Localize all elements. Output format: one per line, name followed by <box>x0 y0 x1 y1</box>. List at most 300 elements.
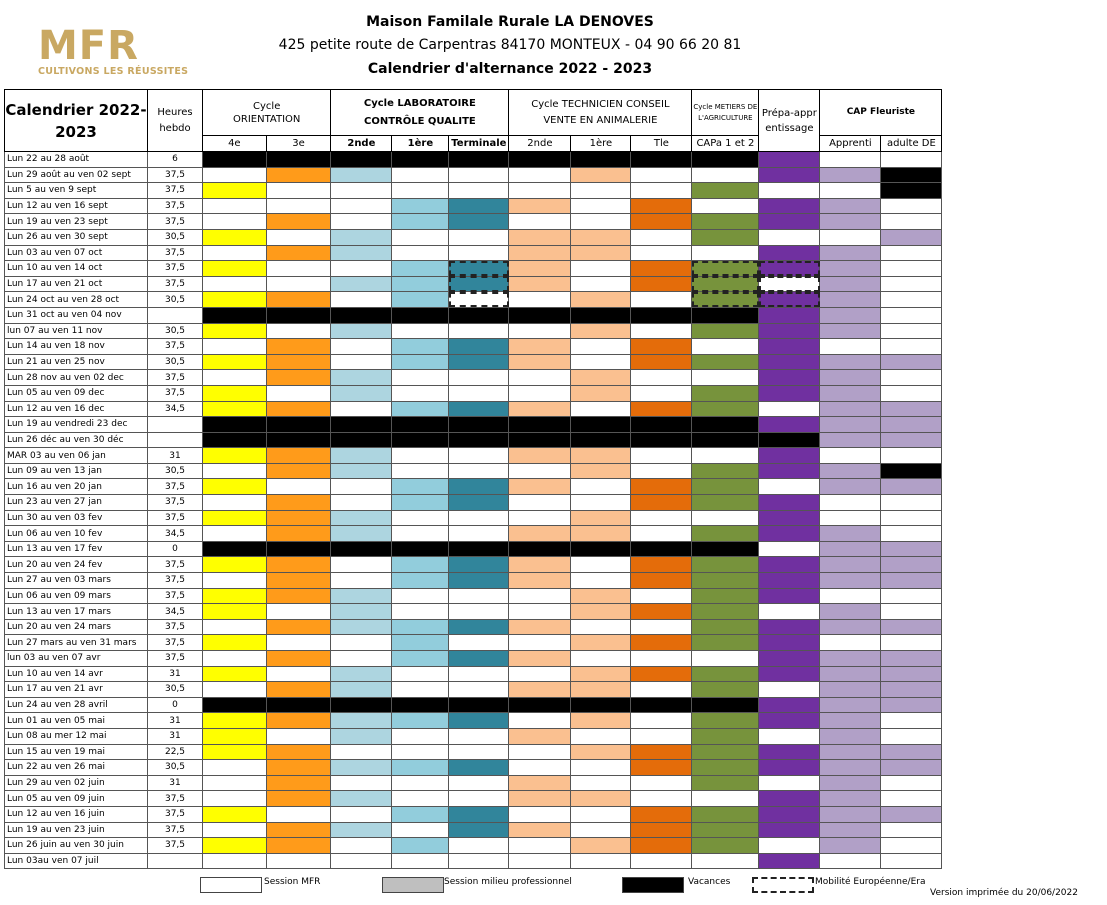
week-label: Lun 14 au ven 18 nov <box>5 339 148 355</box>
session-cell <box>509 495 571 511</box>
session-cell <box>759 775 820 791</box>
session-cell <box>509 354 571 370</box>
week-hours: 37,5 <box>148 557 203 573</box>
week-row <box>5 697 942 713</box>
session-cell <box>509 541 571 557</box>
week-row <box>5 557 942 573</box>
session-cell <box>759 697 820 713</box>
session-cell <box>331 822 392 838</box>
session-cell <box>203 806 267 822</box>
group-laboratoire: Cycle LABORATOIRE CONTRÔLE QUALITE <box>331 90 509 136</box>
session-cell <box>631 167 692 183</box>
session-cell <box>692 261 759 277</box>
session-cell <box>881 728 942 744</box>
session-cell <box>509 666 571 682</box>
session-cell <box>692 370 759 386</box>
week-hours: 37,5 <box>148 245 203 261</box>
week-row <box>5 448 942 464</box>
session-cell <box>881 245 942 261</box>
session-cell <box>331 354 392 370</box>
session-cell <box>449 651 509 667</box>
session-cell <box>392 838 449 854</box>
session-cell <box>881 635 942 651</box>
session-cell <box>631 307 692 323</box>
session-cell <box>266 339 331 355</box>
session-cell <box>449 728 509 744</box>
session-cell <box>331 198 392 214</box>
session-cell <box>571 744 631 760</box>
session-cell <box>692 697 759 713</box>
session-cell <box>759 619 820 635</box>
sub-capa: CAPa 1 et 2 <box>692 136 759 152</box>
session-cell <box>881 666 942 682</box>
week-label: Lun 17 au ven 21 avr <box>5 682 148 698</box>
session-cell <box>820 728 881 744</box>
session-cell <box>571 853 631 869</box>
session-cell <box>571 806 631 822</box>
session-cell <box>203 573 267 589</box>
session-cell <box>331 183 392 199</box>
session-cell <box>759 307 820 323</box>
session-cell <box>881 573 942 589</box>
session-cell <box>571 728 631 744</box>
mfr-logo <box>38 23 189 78</box>
session-cell <box>509 339 571 355</box>
group-animalerie: Cycle TECHNICIEN CONSEIL VENTE EN ANIMALERIE <box>509 90 692 136</box>
session-cell <box>631 853 692 869</box>
session-cell <box>449 432 509 448</box>
session-cell <box>820 760 881 776</box>
session-cell <box>509 728 571 744</box>
session-cell <box>631 432 692 448</box>
session-cell <box>331 682 392 698</box>
session-cell <box>266 604 331 620</box>
session-cell <box>449 354 509 370</box>
session-cell <box>266 167 331 183</box>
week-row <box>5 588 942 604</box>
week-hours: 0 <box>148 541 203 557</box>
week-row <box>5 245 942 261</box>
session-cell <box>392 417 449 433</box>
session-cell <box>881 385 942 401</box>
session-cell <box>392 760 449 776</box>
sub-adulte-de: adulte DE <box>881 136 942 152</box>
session-cell <box>449 370 509 386</box>
session-cell <box>449 152 509 168</box>
session-cell <box>881 697 942 713</box>
session-cell <box>392 635 449 651</box>
session-cell <box>692 775 759 791</box>
session-cell <box>881 339 942 355</box>
session-cell <box>203 526 267 542</box>
session-cell <box>692 760 759 776</box>
session-cell <box>509 838 571 854</box>
week-hours: 37,5 <box>148 791 203 807</box>
week-hours: 37,5 <box>148 339 203 355</box>
session-cell <box>759 417 820 433</box>
session-cell <box>571 666 631 682</box>
week-label: Lun 31 oct au ven 04 nov <box>5 307 148 323</box>
session-cell <box>571 432 631 448</box>
session-cell <box>509 276 571 292</box>
session-cell <box>203 619 267 635</box>
session-cell <box>449 229 509 245</box>
session-cell <box>631 214 692 230</box>
session-cell <box>881 401 942 417</box>
session-cell <box>392 573 449 589</box>
session-cell <box>820 853 881 869</box>
session-cell <box>631 229 692 245</box>
week-hours: 37,5 <box>148 479 203 495</box>
week-row <box>5 354 942 370</box>
week-label: Lun 19 au vendredi 23 dec <box>5 417 148 433</box>
session-cell <box>266 682 331 698</box>
session-cell <box>266 526 331 542</box>
session-cell <box>266 385 331 401</box>
session-cell <box>881 214 942 230</box>
session-cell <box>631 806 692 822</box>
session-cell <box>820 541 881 557</box>
session-cell <box>820 448 881 464</box>
week-hours: 37,5 <box>148 276 203 292</box>
session-cell <box>449 183 509 199</box>
week-label: Lun 12 au ven 16 dec <box>5 401 148 417</box>
session-cell <box>759 791 820 807</box>
week-hours: 31 <box>148 728 203 744</box>
session-cell <box>571 183 631 199</box>
session-cell <box>759 229 820 245</box>
session-cell <box>571 323 631 339</box>
week-label: MAR 03 au ven 06 jan <box>5 448 148 464</box>
week-label: Lun 21 au ven 25 nov <box>5 354 148 370</box>
session-cell <box>631 339 692 355</box>
session-cell <box>759 853 820 869</box>
session-cell <box>203 728 267 744</box>
session-cell <box>631 463 692 479</box>
session-cell <box>509 557 571 573</box>
session-cell <box>631 557 692 573</box>
session-cell <box>631 760 692 776</box>
week-label: Lun 06 au ven 10 fev <box>5 526 148 542</box>
session-cell <box>266 370 331 386</box>
session-cell <box>881 370 942 386</box>
session-cell <box>509 370 571 386</box>
session-cell <box>820 183 881 199</box>
session-cell <box>571 588 631 604</box>
session-cell <box>392 152 449 168</box>
session-cell <box>331 292 392 308</box>
session-cell <box>392 697 449 713</box>
session-cell <box>571 573 631 589</box>
alternance-calendar-table <box>4 89 942 869</box>
week-row <box>5 791 942 807</box>
session-cell <box>266 728 331 744</box>
session-cell <box>203 541 267 557</box>
week-hours: 37,5 <box>148 370 203 386</box>
session-cell <box>631 635 692 651</box>
sub-apprenti: Apprenti <box>820 136 881 152</box>
session-cell <box>449 214 509 230</box>
session-cell <box>759 510 820 526</box>
session-cell <box>692 510 759 526</box>
session-cell <box>820 214 881 230</box>
session-cell <box>509 183 571 199</box>
session-cell <box>266 183 331 199</box>
week-hours <box>148 417 203 433</box>
session-cell <box>392 822 449 838</box>
session-cell <box>509 651 571 667</box>
week-label: Lun 12 au ven 16 sept <box>5 198 148 214</box>
session-cell <box>266 448 331 464</box>
session-cell <box>509 417 571 433</box>
session-cell <box>881 619 942 635</box>
session-cell <box>820 806 881 822</box>
session-cell <box>692 619 759 635</box>
session-cell <box>571 198 631 214</box>
session-cell <box>331 604 392 620</box>
session-cell <box>571 152 631 168</box>
session-cell <box>881 822 942 838</box>
session-cell <box>509 775 571 791</box>
session-cell <box>449 292 509 308</box>
session-cell <box>759 198 820 214</box>
session-cell <box>881 432 942 448</box>
session-cell <box>759 635 820 651</box>
session-cell <box>631 354 692 370</box>
session-cell <box>203 510 267 526</box>
week-label: Lun 12 au ven 16 juin <box>5 806 148 822</box>
session-cell <box>203 339 267 355</box>
session-cell <box>820 339 881 355</box>
week-row <box>5 526 942 542</box>
session-cell <box>820 510 881 526</box>
session-cell <box>509 167 571 183</box>
session-cell <box>759 822 820 838</box>
hours-header: Heures hebdo <box>148 90 203 152</box>
session-cell <box>692 401 759 417</box>
session-cell <box>203 354 267 370</box>
session-cell <box>881 791 942 807</box>
session-cell <box>571 838 631 854</box>
session-cell <box>571 339 631 355</box>
session-cell <box>571 495 631 511</box>
session-cell <box>820 495 881 511</box>
session-cell <box>331 307 392 323</box>
week-hours: 37,5 <box>148 619 203 635</box>
session-cell <box>203 682 267 698</box>
session-cell <box>820 261 881 277</box>
session-cell <box>509 245 571 261</box>
session-cell <box>692 323 759 339</box>
week-hours: 30,5 <box>148 760 203 776</box>
session-cell <box>392 682 449 698</box>
session-cell <box>631 604 692 620</box>
session-cell <box>331 651 392 667</box>
session-cell <box>881 152 942 168</box>
week-label: Lun 15 au ven 19 mai <box>5 744 148 760</box>
session-cell <box>331 775 392 791</box>
session-cell <box>266 510 331 526</box>
session-cell <box>881 744 942 760</box>
legend-swatch-session-pro <box>382 877 444 893</box>
session-cell <box>392 775 449 791</box>
session-cell <box>392 666 449 682</box>
session-cell <box>881 775 942 791</box>
session-cell <box>331 167 392 183</box>
session-cell <box>571 697 631 713</box>
session-cell <box>820 245 881 261</box>
week-hours: 37,5 <box>148 588 203 604</box>
session-cell <box>820 479 881 495</box>
week-row <box>5 573 942 589</box>
session-cell <box>331 463 392 479</box>
session-cell <box>759 167 820 183</box>
session-cell <box>266 541 331 557</box>
session-cell <box>203 261 267 277</box>
session-cell <box>881 588 942 604</box>
session-cell <box>631 152 692 168</box>
session-cell <box>881 806 942 822</box>
session-cell <box>692 245 759 261</box>
session-cell <box>266 853 331 869</box>
session-cell <box>759 806 820 822</box>
session-cell <box>759 541 820 557</box>
group-cap-fleuriste: CAP Fleuriste <box>820 90 942 136</box>
session-cell <box>203 744 267 760</box>
session-cell <box>692 229 759 245</box>
session-cell <box>820 292 881 308</box>
week-row <box>5 838 942 854</box>
session-cell <box>631 401 692 417</box>
session-cell <box>571 463 631 479</box>
session-cell <box>820 651 881 667</box>
session-cell <box>692 651 759 667</box>
session-cell <box>392 401 449 417</box>
session-cell <box>571 385 631 401</box>
week-row <box>5 385 942 401</box>
session-cell <box>631 697 692 713</box>
week-row <box>5 806 942 822</box>
session-cell <box>449 526 509 542</box>
session-cell <box>509 791 571 807</box>
session-cell <box>266 463 331 479</box>
session-cell <box>449 448 509 464</box>
session-cell <box>571 167 631 183</box>
session-cell <box>820 463 881 479</box>
session-cell <box>631 495 692 511</box>
session-cell <box>759 728 820 744</box>
session-cell <box>509 198 571 214</box>
week-hours: 37,5 <box>148 573 203 589</box>
session-cell <box>881 198 942 214</box>
sub-3e: 3e <box>266 136 331 152</box>
session-cell <box>759 495 820 511</box>
week-hours: 37,5 <box>148 198 203 214</box>
session-cell <box>392 292 449 308</box>
session-cell <box>449 822 509 838</box>
session-cell <box>331 152 392 168</box>
week-hours: 34,5 <box>148 604 203 620</box>
session-cell <box>509 822 571 838</box>
session-cell <box>881 463 942 479</box>
session-cell <box>692 588 759 604</box>
week-label: Lun 19 au ven 23 juin <box>5 822 148 838</box>
session-cell <box>820 619 881 635</box>
week-hours: 31 <box>148 448 203 464</box>
session-cell <box>203 479 267 495</box>
session-cell <box>631 541 692 557</box>
session-cell <box>820 635 881 651</box>
session-cell <box>509 697 571 713</box>
session-cell <box>571 401 631 417</box>
session-cell <box>759 682 820 698</box>
session-cell <box>571 261 631 277</box>
week-label: Lun 24 au ven 28 avril <box>5 697 148 713</box>
week-label: Lun 23 au ven 27 jan <box>5 495 148 511</box>
session-cell <box>266 744 331 760</box>
week-row <box>5 822 942 838</box>
session-cell <box>881 604 942 620</box>
session-cell <box>759 183 820 199</box>
legend-mobilite: Mobilité Européenne/Era <box>815 877 926 887</box>
session-cell <box>203 198 267 214</box>
session-cell <box>449 385 509 401</box>
session-cell <box>692 417 759 433</box>
session-cell <box>331 261 392 277</box>
session-cell <box>631 791 692 807</box>
session-cell <box>392 261 449 277</box>
week-label: Lun 26 au ven 30 sept <box>5 229 148 245</box>
week-label: Lun 29 au ven 02 juin <box>5 775 148 791</box>
session-cell <box>392 354 449 370</box>
session-cell <box>571 276 631 292</box>
session-cell <box>331 401 392 417</box>
session-cell <box>820 526 881 542</box>
logo-tagline: CULTIVONS LES RÉUSSITES <box>38 66 189 77</box>
session-cell <box>759 214 820 230</box>
session-cell <box>266 323 331 339</box>
week-hours: 37,5 <box>148 385 203 401</box>
session-cell <box>881 323 942 339</box>
session-cell <box>631 292 692 308</box>
session-cell <box>571 713 631 729</box>
session-cell <box>392 510 449 526</box>
session-cell <box>820 822 881 838</box>
week-hours: 37,5 <box>148 635 203 651</box>
week-row <box>5 666 942 682</box>
session-cell <box>571 307 631 323</box>
session-cell <box>331 806 392 822</box>
session-cell <box>266 432 331 448</box>
session-cell <box>759 463 820 479</box>
session-cell <box>820 604 881 620</box>
session-cell <box>759 479 820 495</box>
week-row <box>5 604 942 620</box>
week-row <box>5 619 942 635</box>
week-row <box>5 651 942 667</box>
session-cell <box>881 682 942 698</box>
week-row <box>5 183 942 199</box>
session-cell <box>331 666 392 682</box>
week-row <box>5 198 942 214</box>
session-cell <box>392 495 449 511</box>
week-row <box>5 682 942 698</box>
session-cell <box>692 728 759 744</box>
session-cell <box>203 822 267 838</box>
logo-text: MFR <box>38 23 139 69</box>
session-cell <box>509 635 571 651</box>
session-cell <box>509 760 571 776</box>
